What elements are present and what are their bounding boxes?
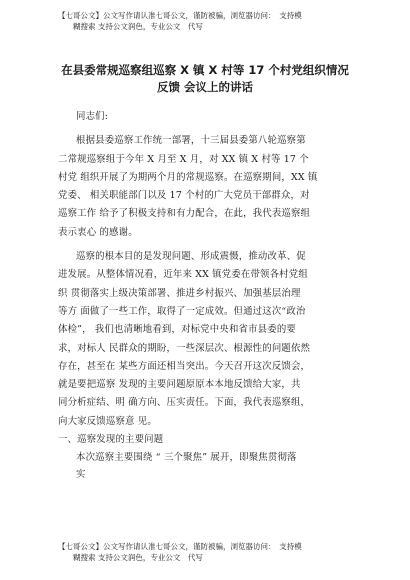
document-title <box>50 62 360 96</box>
body-line: 向大家反馈巡察意 见。 <box>58 415 157 427</box>
body-line: 同志们: <box>76 111 109 122</box>
page-footer-notice <box>58 541 358 563</box>
body-line: 党委、 相关职能部门以及 17 个村的广大党员干部群众，对 <box>58 190 310 202</box>
body-line: 体检”， 我们也清晰地看到，对标党中央和省市县委的要 <box>58 324 296 336</box>
body-line: 实 <box>76 468 86 480</box>
body-line: 一、巡察发现的主要问题 <box>58 434 164 446</box>
body-line: 求，对标人 民群众的期盼，一些深层次、根源性的问题依然 <box>58 342 311 354</box>
body-line: 等方 面做了一些工作，取得了一定成效。但通过这次“政治 <box>58 305 306 317</box>
footer-line: 【七哥公文】公文写作请认准七哥公文，谨防被骗，浏览器访问： 支持模 <box>58 542 302 551</box>
body-line: 进发展。从整体情况看，近年来 XX 镇党委在带领各村党组 <box>58 269 308 281</box>
title-line: 在县委常规巡察组巡察 X 镇 X 村等 17 个村党组织情况 <box>61 63 349 77</box>
header-line: 【七哥公文】公文写作请认准七哥公文，谨防被骗，浏览器访问： 支持模 <box>58 11 302 20</box>
body-line: 根据县委巡察工作统一部署，十三届县委第八轮巡察第 <box>76 135 306 147</box>
body-line: 二常规巡察组于今年 X 月至 X 月，对 XX 镇 X 村等 17 个 <box>58 153 309 165</box>
body-line: 巡察工作 给予了积极支持和有力配合，在此，我代表巡察组 <box>58 208 311 220</box>
paragraph-intro <box>58 132 356 242</box>
page-header-notice <box>58 10 358 32</box>
body-line: 织 贯彻落实上级决策部署、推进乡村振兴、加强基层治理 <box>58 287 301 299</box>
document-body <box>58 108 356 481</box>
body-line: 巡察的根本目的是发现问题、形成震慑，推动改革、促 <box>76 251 306 263</box>
paragraph-purpose <box>58 248 356 431</box>
section-heading <box>58 431 356 449</box>
body-line: 就是要把巡察 发现的主要问题原原本本地反馈给大家，共 <box>58 379 301 391</box>
salutation-paragraph <box>58 108 356 126</box>
paragraph-focus <box>58 449 356 480</box>
body-line: 存在，甚至在 某些方面还相当突出。今天召开这次反馈会， <box>58 360 311 372</box>
body-line: 本次巡察主要围绕 “ 三个聚焦” 展开，即聚焦贯彻落 <box>76 452 297 464</box>
body-line: 同分析症结、明 确方向、压实责任。下面，我代表巡察组， <box>58 397 311 409</box>
body-line: 村党 组织开展了为期两个月的常规巡察。在巡察期间，XX 镇 <box>58 171 318 183</box>
footer-line: 糊搜索 支持公文润色，专业公文 代写 <box>73 553 203 562</box>
header-line: 糊搜索 支持公文润色，专业公文 代写 <box>73 22 203 31</box>
body-line: 表示衷心 的感谢。 <box>58 226 138 238</box>
title-line: 反馈 会议上的讲话 <box>156 80 253 94</box>
